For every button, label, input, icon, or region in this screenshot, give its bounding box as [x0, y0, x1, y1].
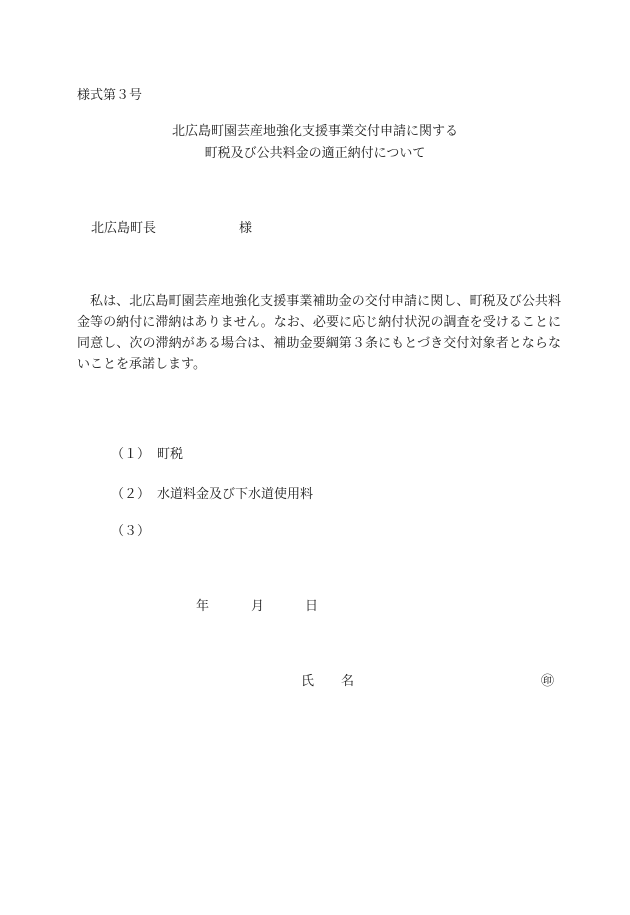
- form-number: 様式第３号: [77, 88, 143, 103]
- addressee-name: 北広島町長: [91, 221, 157, 236]
- signature-label-name: 名: [341, 674, 355, 689]
- item-1-number: （１）: [111, 447, 151, 462]
- title-line-1: 北広島町園芸産地強化支援事業交付申請に関する: [171, 124, 458, 139]
- addressee-honorific: 様: [239, 221, 253, 236]
- signature-label-surname: 氏: [301, 674, 315, 689]
- date-year-label: 年: [196, 599, 210, 614]
- date-day-label: 日: [305, 599, 319, 614]
- date-month-label: 月: [251, 599, 265, 614]
- title-line-2: 町税及び公共料金の適正納付について: [204, 146, 426, 161]
- item-2-label: 水道料金及び下水道使用料: [157, 487, 314, 502]
- item-2-number: （２）: [111, 487, 151, 502]
- body-paragraph: 私は、北広島町園芸産地強化支援事業補助金の交付申請に関し、町税及び公共料金等の納付に滞納はありません。なお、必要に応じ納付状況の調査を受けることに同意し、次の滞納がある場合は、補助金要綱第３条にもとづき交付対象者とならないことを承諾します。: [77, 294, 561, 372]
- item-1-label: 町税: [157, 447, 184, 462]
- item-3-number: （３）: [111, 524, 151, 539]
- seal-mark-icon: ㊞: [541, 674, 555, 689]
